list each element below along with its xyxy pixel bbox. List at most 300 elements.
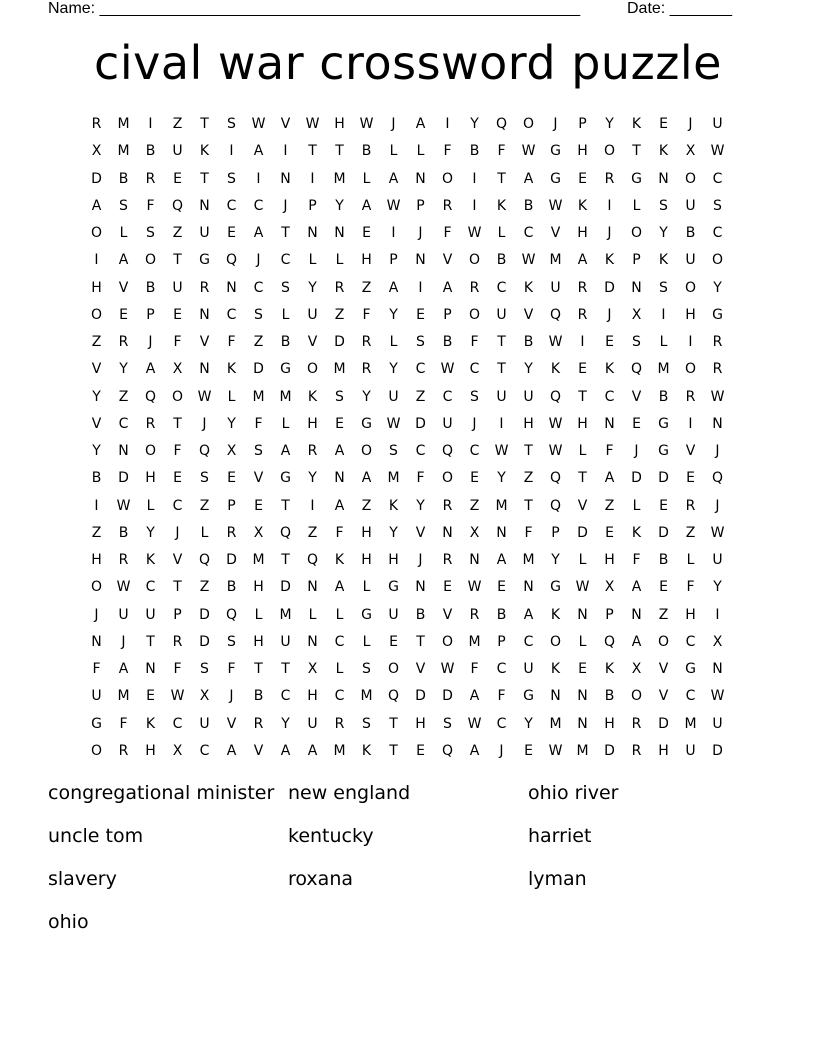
- grid-letter: A: [604, 470, 615, 487]
- grid-letter: J: [715, 443, 720, 459]
- grid-letter: W: [305, 116, 320, 132]
- grid-letter: L: [632, 197, 641, 214]
- grid-letter: W: [440, 661, 455, 677]
- grid-letter: E: [335, 415, 344, 432]
- grid-letter: M: [117, 143, 130, 160]
- grid-letter: W: [710, 524, 725, 541]
- grid-letter: J: [94, 606, 99, 623]
- grid-letter: K: [388, 497, 399, 514]
- grid-letter: N: [415, 170, 426, 187]
- grid-letter: N: [199, 306, 210, 323]
- grid-letter: Z: [415, 388, 426, 405]
- grid-letter: J: [607, 225, 612, 241]
- grid-letter: W: [170, 688, 185, 705]
- grid-letter: W: [710, 143, 725, 160]
- grid-letter: W: [548, 443, 563, 459]
- grid-letter: F: [443, 225, 452, 241]
- grid-letter: I: [472, 170, 477, 187]
- grid-letter: Z: [658, 606, 669, 623]
- grid-letter: O: [90, 579, 103, 596]
- grid-letter: H: [361, 252, 372, 269]
- grid-letter: F: [173, 334, 182, 350]
- grid-letter: F: [227, 334, 236, 350]
- grid-letter: D: [226, 552, 237, 568]
- grid-letter: S: [335, 388, 344, 405]
- grid-letter: N: [577, 715, 588, 732]
- grid-letter: L: [389, 143, 398, 160]
- grid-letter: L: [578, 552, 587, 568]
- grid-letter: X: [253, 524, 264, 541]
- grid-letter: R: [442, 552, 453, 568]
- grid-letter: T: [200, 170, 209, 187]
- grid-letter: Y: [146, 524, 155, 541]
- grid-letter: D: [199, 606, 210, 623]
- grid-letter: G: [550, 579, 561, 596]
- grid-letter: V: [550, 225, 561, 241]
- grid-letter: W: [548, 415, 563, 432]
- grid-letter: W: [548, 742, 563, 759]
- grid-letter: W: [575, 579, 590, 596]
- grid-letter: G: [550, 143, 561, 160]
- grid-letter: K: [145, 552, 156, 568]
- grid-letter: M: [576, 742, 589, 759]
- grid-letter: O: [387, 661, 400, 677]
- grid-letter: Y: [308, 279, 317, 296]
- grid-letter: K: [523, 279, 534, 296]
- grid-letter: C: [496, 715, 507, 732]
- grid-letter: F: [443, 143, 452, 160]
- grid-letter: E: [659, 497, 668, 514]
- grid-letter: M: [333, 742, 346, 759]
- grid-letter: L: [659, 334, 668, 350]
- grid-letter: O: [441, 470, 454, 487]
- grid-letter: J: [418, 225, 423, 241]
- grid-letter: L: [578, 633, 587, 650]
- grid-letter: C: [442, 388, 453, 405]
- grid-letter: X: [631, 306, 642, 323]
- grid-letter: Y: [119, 361, 128, 378]
- grid-letter: V: [415, 661, 426, 677]
- grid-letter: N: [307, 579, 318, 596]
- grid-letter: E: [443, 579, 452, 596]
- grid-letter: S: [254, 306, 263, 323]
- grid-letter: T: [281, 552, 290, 568]
- grid-letter: V: [307, 334, 318, 350]
- grid-letter: I: [688, 334, 693, 350]
- grid-letter: U: [523, 661, 534, 677]
- grid-letter: E: [119, 306, 128, 323]
- grid-letter: G: [658, 415, 669, 432]
- grid-letter: F: [524, 524, 533, 541]
- grid-letter: R: [307, 443, 318, 459]
- grid-letter: P: [389, 252, 398, 269]
- grid-letter: C: [280, 252, 291, 269]
- grid-letter: D: [631, 470, 642, 487]
- grid-letter: F: [227, 661, 236, 677]
- grid-letter: H: [361, 552, 372, 568]
- date-field: Date: _______: [627, 0, 732, 17]
- grid-letter: N: [577, 688, 588, 705]
- grid-letter: E: [470, 470, 479, 487]
- grid-letter: W: [440, 361, 455, 378]
- grid-letter: C: [415, 361, 426, 378]
- grid-letter: U: [442, 415, 453, 432]
- grid-letter: Z: [361, 279, 372, 296]
- grid-letter: X: [631, 661, 642, 677]
- grid-letter: T: [308, 143, 317, 160]
- grid-letter: I: [94, 497, 99, 514]
- grid-letter: E: [173, 170, 182, 187]
- grid-letter: D: [658, 524, 669, 541]
- grid-letter: S: [659, 197, 668, 214]
- grid-letter: E: [227, 225, 236, 241]
- grid-letter: O: [711, 252, 724, 269]
- grid-letter: Y: [416, 497, 425, 514]
- grid-letter: D: [253, 361, 264, 378]
- grid-letter: J: [175, 524, 180, 541]
- grid-letter: L: [578, 443, 587, 459]
- grid-letter: B: [118, 524, 129, 541]
- grid-letter: Z: [685, 524, 696, 541]
- grid-letter: E: [578, 170, 587, 187]
- grid-letter: M: [522, 552, 535, 568]
- grid-letter: Z: [199, 497, 210, 514]
- grid-letter: Q: [441, 742, 454, 759]
- grid-letter: N: [631, 606, 642, 623]
- grid-letter: W: [116, 579, 131, 596]
- grid-letter: I: [148, 116, 153, 132]
- grid-letter: E: [173, 306, 182, 323]
- grid-letter: R: [469, 279, 480, 296]
- grid-letter: Y: [524, 361, 533, 378]
- word-list-item: harriet: [528, 825, 592, 847]
- grid-letter: A: [361, 197, 372, 214]
- grid-letter: F: [173, 443, 182, 459]
- grid-letter: I: [418, 279, 423, 296]
- grid-letter: Z: [469, 497, 480, 514]
- grid-letter: A: [334, 443, 345, 459]
- grid-letter: C: [469, 361, 480, 378]
- grid-letter: L: [227, 388, 236, 405]
- grid-letter: E: [686, 470, 695, 487]
- grid-letter: W: [548, 197, 563, 214]
- grid-letter: N: [604, 415, 615, 432]
- grid-letter: T: [389, 742, 398, 759]
- grid-letter: P: [227, 497, 236, 514]
- grid-letter: L: [281, 306, 290, 323]
- grid-letter: B: [361, 143, 372, 160]
- word-list-item: uncle tom: [48, 825, 144, 847]
- grid-letter: J: [715, 497, 720, 514]
- grid-letter: D: [658, 470, 669, 487]
- grid-letter: U: [712, 552, 723, 568]
- grid-letter: U: [388, 388, 399, 405]
- grid-letter: U: [712, 116, 723, 132]
- grid-letter: S: [119, 197, 128, 214]
- grid-letter: K: [361, 742, 372, 759]
- grid-letter: F: [497, 688, 506, 705]
- header: [48, 0, 748, 18]
- grid-letter: C: [712, 225, 723, 241]
- grid-letter: B: [280, 334, 291, 350]
- grid-letter: W: [521, 143, 536, 160]
- grid-letter: L: [146, 497, 155, 514]
- grid-letter: F: [362, 306, 371, 323]
- grid-letter: N: [334, 470, 345, 487]
- grid-letter: N: [415, 252, 426, 269]
- grid-letter: D: [118, 470, 129, 487]
- grid-letter: L: [497, 225, 506, 241]
- grid-letter: K: [307, 388, 318, 405]
- grid-letter: I: [661, 306, 666, 323]
- grid-letter: E: [632, 415, 641, 432]
- grid-letter: P: [605, 606, 614, 623]
- grid-letter: U: [496, 306, 507, 323]
- grid-letter: C: [118, 415, 129, 432]
- grid-letter: F: [92, 661, 101, 677]
- grid-letter: N: [496, 524, 507, 541]
- grid-letter: H: [145, 742, 156, 759]
- grid-letter: V: [442, 252, 453, 269]
- grid-letter: K: [334, 552, 345, 568]
- grid-letter: A: [253, 225, 264, 241]
- letter-grid: [83, 111, 731, 765]
- grid-letter: V: [631, 388, 642, 405]
- grid-letter: X: [469, 524, 480, 541]
- grid-letter: J: [499, 742, 504, 759]
- grid-letter: W: [467, 579, 482, 596]
- grid-letter: A: [307, 742, 318, 759]
- grid-letter: I: [94, 252, 99, 269]
- grid-letter: U: [199, 715, 210, 732]
- grid-letter: Y: [713, 579, 722, 596]
- grid-letter: A: [415, 116, 426, 132]
- grid-letter: U: [172, 143, 183, 160]
- grid-letter: B: [523, 334, 534, 350]
- grid-letter: K: [145, 715, 156, 732]
- grid-letter: H: [604, 552, 615, 568]
- grid-letter: H: [415, 715, 426, 732]
- grid-letter: D: [712, 742, 723, 759]
- grid-letter: U: [550, 279, 561, 296]
- grid-letter: C: [145, 579, 156, 596]
- grid-letter: Y: [389, 361, 398, 378]
- grid-letter: A: [631, 633, 642, 650]
- grid-letter: F: [173, 661, 182, 677]
- grid-letter: I: [256, 170, 261, 187]
- grid-letter: F: [686, 579, 695, 596]
- grid-letter: N: [577, 606, 588, 623]
- grid-letter: B: [145, 143, 156, 160]
- grid-letter: O: [360, 443, 373, 459]
- grid-letter: R: [577, 279, 588, 296]
- grid-letter: V: [523, 306, 534, 323]
- grid-letter: R: [712, 361, 723, 378]
- grid-letter: Z: [199, 579, 210, 596]
- grid-letter: Y: [497, 470, 506, 487]
- grid-letter: P: [308, 197, 317, 214]
- grid-letter: R: [631, 742, 642, 759]
- grid-letter: C: [685, 633, 696, 650]
- grid-letter: D: [334, 334, 345, 350]
- grid-letter: N: [469, 552, 480, 568]
- grid-letter: G: [388, 579, 399, 596]
- grid-letter: B: [496, 606, 507, 623]
- grid-letter: A: [469, 688, 480, 705]
- grid-letter: Q: [387, 688, 400, 705]
- grid-letter: A: [118, 252, 129, 269]
- grid-letter: X: [172, 742, 183, 759]
- grid-letter: Y: [551, 552, 560, 568]
- grid-letter: A: [226, 742, 237, 759]
- grid-letter: S: [362, 715, 371, 732]
- grid-letter: S: [227, 170, 236, 187]
- grid-letter: T: [524, 497, 533, 514]
- grid-letter: K: [631, 524, 642, 541]
- grid-letter: O: [630, 688, 643, 705]
- grid-letter: J: [229, 688, 234, 705]
- grid-letter: E: [605, 524, 614, 541]
- grid-letter: F: [470, 334, 479, 350]
- grid-letter: W: [467, 715, 482, 732]
- grid-letter: T: [497, 361, 506, 378]
- grid-letter: Z: [91, 334, 102, 350]
- grid-letter: H: [307, 688, 318, 705]
- word-list-item: kentucky: [288, 825, 374, 847]
- grid-letter: J: [418, 552, 423, 568]
- grid-letter: L: [335, 606, 344, 623]
- grid-letter: M: [117, 116, 130, 132]
- grid-letter: S: [227, 633, 236, 650]
- word-list: [48, 779, 768, 951]
- grid-letter: T: [173, 252, 182, 269]
- grid-letter: K: [550, 606, 561, 623]
- grid-letter: O: [603, 143, 616, 160]
- grid-letter: K: [577, 197, 588, 214]
- grid-letter: U: [496, 388, 507, 405]
- grid-letter: C: [496, 661, 507, 677]
- grid-letter: V: [118, 279, 129, 296]
- name-field: Name: ______________________________________________________: [48, 0, 581, 17]
- grid-letter: B: [523, 197, 534, 214]
- grid-letter: T: [416, 633, 425, 650]
- grid-letter: G: [199, 252, 210, 269]
- grid-letter: A: [334, 579, 345, 596]
- grid-letter: J: [688, 116, 693, 132]
- grid-letter: E: [524, 742, 533, 759]
- grid-letter: N: [658, 170, 669, 187]
- grid-letter: D: [604, 279, 615, 296]
- grid-letter: R: [145, 170, 156, 187]
- grid-letter: O: [441, 633, 454, 650]
- grid-letter: S: [470, 388, 479, 405]
- grid-letter: A: [442, 279, 453, 296]
- grid-letter: D: [280, 579, 291, 596]
- grid-letter: T: [335, 143, 344, 160]
- grid-letter: R: [361, 361, 372, 378]
- grid-letter: Y: [227, 415, 236, 432]
- grid-letter: K: [604, 661, 615, 677]
- grid-letter: K: [199, 143, 210, 160]
- grid-letter: L: [281, 415, 290, 432]
- grid-letter: O: [144, 252, 157, 269]
- page-title: cival war crossword puzzle: [94, 36, 722, 90]
- grid-letter: A: [388, 170, 399, 187]
- grid-letter: M: [549, 715, 562, 732]
- grid-letter: L: [254, 606, 263, 623]
- grid-letter: Z: [118, 388, 129, 405]
- grid-letter: C: [226, 306, 237, 323]
- grid-letter: P: [173, 606, 182, 623]
- grid-letter: H: [685, 606, 696, 623]
- grid-letter: V: [226, 715, 237, 732]
- grid-letter: Y: [524, 715, 533, 732]
- grid-letter: C: [280, 688, 291, 705]
- grid-letter: R: [604, 170, 615, 187]
- grid-letter: H: [604, 715, 615, 732]
- grid-letter: B: [226, 579, 237, 596]
- grid-letter: Q: [549, 470, 562, 487]
- grid-letter: O: [90, 742, 103, 759]
- grid-letter: G: [91, 715, 102, 732]
- grid-letter: X: [685, 143, 696, 160]
- grid-letter: N: [118, 443, 129, 459]
- grid-letter: U: [307, 306, 318, 323]
- grid-letter: S: [443, 715, 452, 732]
- grid-letter: C: [469, 443, 480, 459]
- grid-letter: F: [416, 470, 425, 487]
- grid-letter: H: [577, 415, 588, 432]
- grid-letter: L: [416, 143, 425, 160]
- grid-letter: B: [685, 225, 696, 241]
- grid-letter: L: [308, 252, 317, 269]
- grid-letter: O: [684, 279, 697, 296]
- grid-letter: N: [199, 197, 210, 214]
- grid-letter: Y: [92, 388, 101, 405]
- grid-letter: H: [685, 306, 696, 323]
- grid-letter: V: [658, 688, 669, 705]
- word-list-item: new england: [288, 782, 411, 804]
- grid-letter: G: [658, 443, 669, 459]
- grid-letter: E: [578, 361, 587, 378]
- grid-letter: M: [360, 688, 373, 705]
- grid-letter: Q: [441, 443, 454, 459]
- grid-letter: Y: [92, 443, 101, 459]
- grid-letter: G: [280, 361, 291, 378]
- grid-letter: H: [334, 116, 345, 132]
- grid-letter: R: [442, 497, 453, 514]
- grid-letter: H: [658, 742, 669, 759]
- grid-letter: G: [550, 170, 561, 187]
- grid-letter: R: [577, 306, 588, 323]
- grid-letter: M: [117, 688, 130, 705]
- grid-letter: H: [145, 470, 156, 487]
- grid-letter: I: [472, 197, 477, 214]
- grid-letter: T: [254, 661, 263, 677]
- grid-letter: T: [497, 170, 506, 187]
- grid-letter: Y: [308, 470, 317, 487]
- grid-letter: R: [334, 279, 345, 296]
- grid-letter: P: [551, 524, 560, 541]
- grid-letter: A: [469, 742, 480, 759]
- grid-letter: F: [470, 661, 479, 677]
- grid-letter: W: [359, 116, 374, 132]
- grid-letter: Y: [389, 524, 398, 541]
- grid-letter: N: [91, 633, 102, 650]
- grid-letter: Z: [604, 497, 615, 514]
- grid-letter: J: [121, 633, 126, 650]
- grid-letter: R: [172, 633, 183, 650]
